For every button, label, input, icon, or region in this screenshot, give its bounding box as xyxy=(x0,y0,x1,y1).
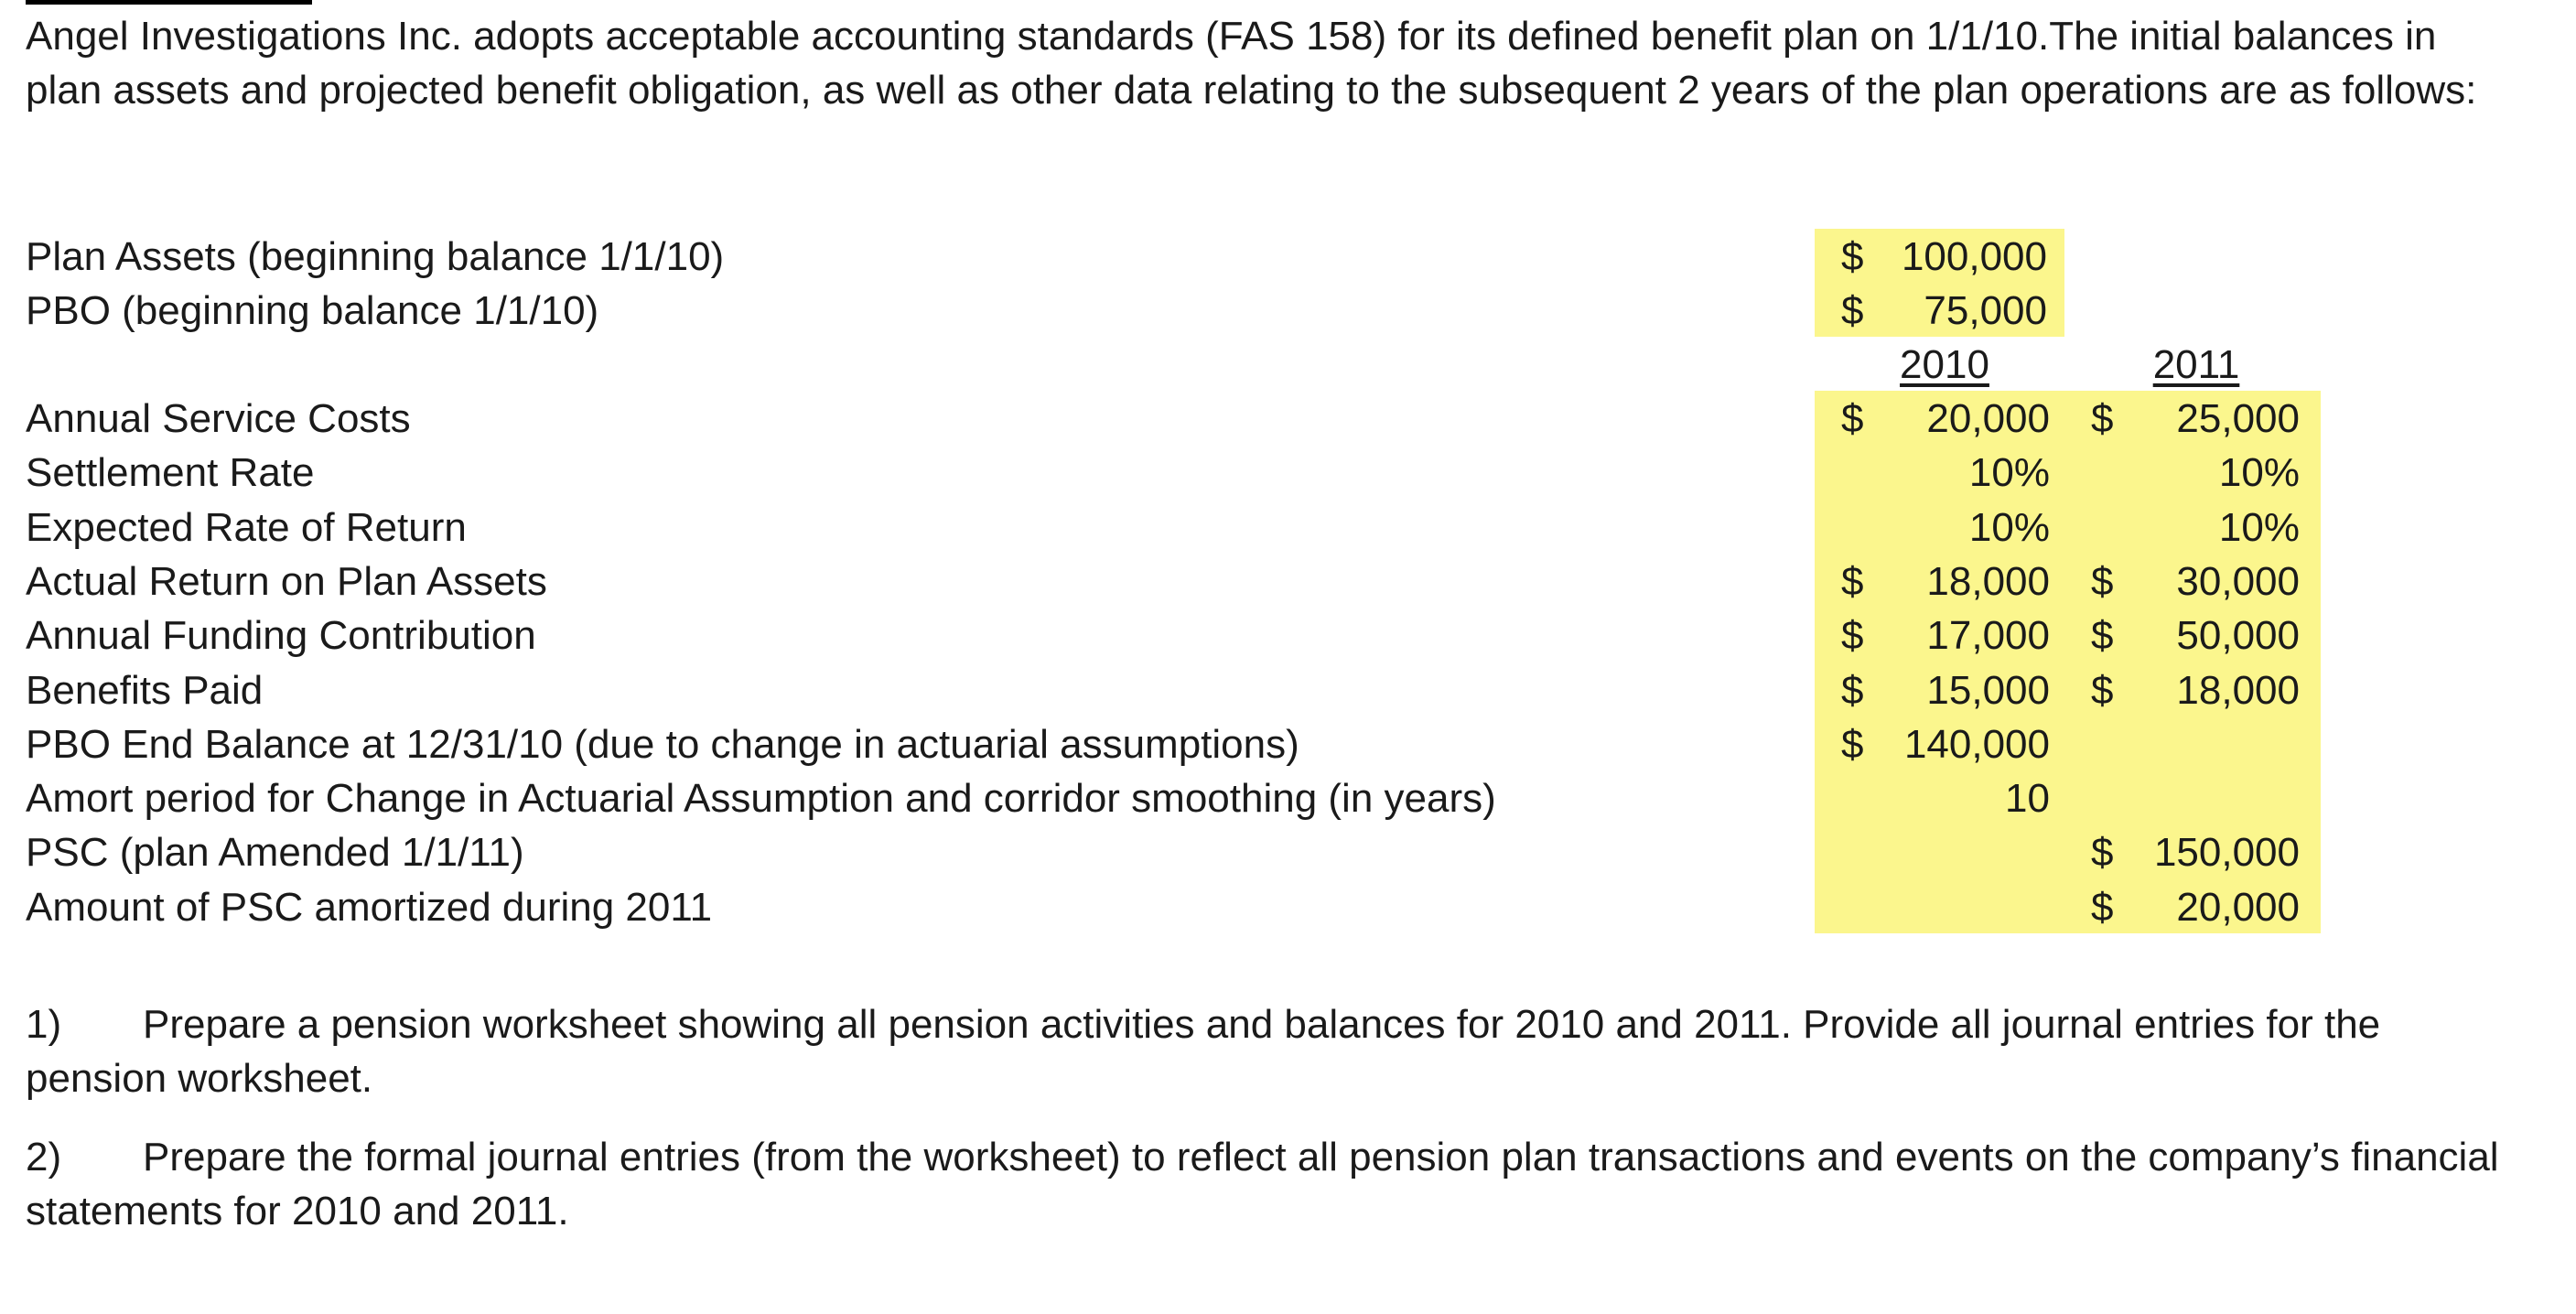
value-2010 xyxy=(1841,501,2050,555)
value-2011 xyxy=(2091,880,2300,934)
amount: 15,000 xyxy=(1926,668,2050,713)
value-2010 xyxy=(1841,825,2050,879)
value-2010 xyxy=(1841,555,2050,609)
row-label: Amort period for Change in Actuarial Assumption and corridor smoothing (in years) xyxy=(26,776,1496,821)
currency-symbol: $ xyxy=(2091,668,2114,713)
amount: 10% xyxy=(1968,505,2050,550)
amount: 10 xyxy=(2005,776,2050,821)
amount: 75,000 xyxy=(1924,288,2047,333)
currency-symbol: $ xyxy=(1841,559,1864,604)
value-2011 xyxy=(2091,501,2300,555)
row-label: PSC (plan Amended 1/1/11) xyxy=(26,830,524,875)
amount: 30,000 xyxy=(2176,559,2300,604)
question-1 xyxy=(26,997,2515,1105)
value-2011 xyxy=(2091,825,2300,879)
plan-assets-label: Plan Assets (beginning balance 1/1/10) xyxy=(26,234,725,279)
value-2011 xyxy=(2091,771,2300,825)
question-number: 1) xyxy=(26,1002,62,1047)
plan-assets-value xyxy=(1841,230,2047,284)
value-2011 xyxy=(2091,555,2300,609)
pbo-label: PBO (beginning balance 1/1/10) xyxy=(26,288,599,333)
amount: 10% xyxy=(1968,450,2050,495)
row-label: Actual Return on Plan Assets xyxy=(26,559,547,604)
intro-paragraph xyxy=(26,9,2515,117)
row-label: Expected Rate of Return xyxy=(26,505,467,550)
value-2010 xyxy=(1841,609,2050,662)
row-label: Amount of PSC amortized during 2011 xyxy=(26,885,713,930)
amount: 18,000 xyxy=(2176,668,2300,713)
amount: 50,000 xyxy=(2176,613,2300,658)
value-2010 xyxy=(1841,392,2050,446)
row-label: Annual Service Costs xyxy=(26,396,411,441)
amount: 10% xyxy=(2218,450,2300,495)
year-header-2011: 2011 xyxy=(2152,342,2240,387)
value-2011 xyxy=(2091,609,2300,662)
question-text: Prepare the formal journal entries (from the worksheet) to reflect all pension plan transactions and events on the company’s financial statements for 2010 and 2011. xyxy=(26,1135,2499,1233)
amount: 17,000 xyxy=(1926,613,2050,658)
value-2010 xyxy=(1841,717,2050,771)
value-2010 xyxy=(1841,663,2050,717)
currency-symbol: $ xyxy=(1841,288,1864,333)
currency-symbol: $ xyxy=(1841,668,1864,713)
amount: 140,000 xyxy=(1903,722,2050,767)
amount: 150,000 xyxy=(2153,830,2300,875)
currency-symbol: $ xyxy=(2091,559,2114,604)
currency-symbol: $ xyxy=(1841,613,1864,658)
question-text: Prepare a pension worksheet showing all pension activities and balances for 2010 and 2011. Provide all journal entries for the pension worksheet. xyxy=(26,1002,2381,1101)
currency-symbol: $ xyxy=(2091,396,2114,441)
row-label: PBO End Balance at 12/31/10 (due to change in actuarial assumptions) xyxy=(26,722,1299,767)
amount: 10% xyxy=(2218,505,2300,550)
value-2010 xyxy=(1841,446,2050,500)
amount: 25,000 xyxy=(2176,396,2300,441)
currency-symbol: $ xyxy=(2091,613,2114,658)
row-label: Annual Funding Contribution xyxy=(26,613,536,658)
value-2010 xyxy=(1841,771,2050,825)
pbo-value xyxy=(1841,284,2047,338)
value-2011 xyxy=(2091,446,2300,500)
value-2011 xyxy=(2091,663,2300,717)
value-2011 xyxy=(2091,392,2300,446)
row-label: Settlement Rate xyxy=(26,450,315,495)
currency-symbol: $ xyxy=(1841,234,1864,279)
amount: 20,000 xyxy=(2176,885,2300,930)
year-header-2010: 2010 xyxy=(1900,342,1989,387)
question-2 xyxy=(26,1130,2515,1238)
row-label: Benefits Paid xyxy=(26,668,264,713)
currency-symbol: $ xyxy=(2091,830,2114,875)
value-2010 xyxy=(1841,880,2050,934)
currency-symbol: $ xyxy=(1841,396,1864,441)
value-2011 xyxy=(2091,717,2300,771)
amount: 18,000 xyxy=(1926,559,2050,604)
currency-symbol: $ xyxy=(1841,722,1864,767)
intro-text: Angel Investigations Inc. adopts acceptable accounting standards (FAS 158) for its defined benefit plan on 1/1/10.The initial balances in plan assets and projected benefit obligation, as well as other data relating to the subsequent 2 years of the plan operations are as follows: xyxy=(26,14,2477,113)
top-rule xyxy=(26,0,312,5)
currency-symbol: $ xyxy=(2091,885,2114,930)
amount: 20,000 xyxy=(1926,396,2050,441)
question-number: 2) xyxy=(26,1135,62,1179)
amount: 100,000 xyxy=(1901,234,2047,279)
